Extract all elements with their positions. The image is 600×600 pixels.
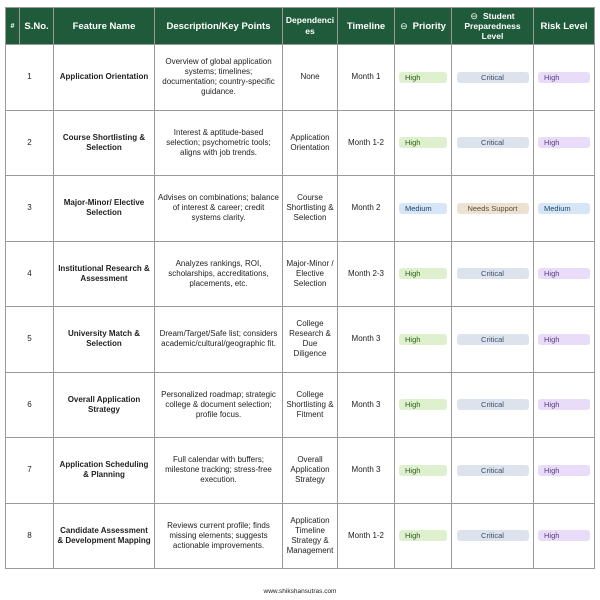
dependencies: Course Shortlisting & Selection: [283, 176, 338, 242]
feature-name: Overall Application Strategy: [54, 372, 155, 438]
risk-cell: [534, 110, 595, 176]
readiness-badge: Critical: [457, 137, 529, 148]
header-feature-name: Feature Name: [54, 8, 155, 45]
header-description: Description/Key Points: [155, 8, 283, 45]
header-dependencies: [283, 8, 338, 45]
dependencies: College Shortlisting & Fitment: [283, 372, 338, 438]
risk-cell: [534, 176, 595, 242]
header-priority-text: Priority: [412, 20, 446, 32]
risk-badge: Medium: [538, 203, 590, 214]
table-body: [6, 45, 595, 569]
table-row: [6, 241, 595, 307]
priority-cell: [395, 438, 452, 504]
risk-badge: High: [538, 530, 590, 541]
row-number: 5: [6, 307, 54, 373]
risk-badge: High: [538, 72, 590, 83]
readiness-badge: Critical: [457, 72, 529, 83]
priority-badge: High: [399, 268, 447, 279]
row-number: 3: [6, 176, 54, 242]
dependencies: College Research & Due Diligence: [283, 307, 338, 373]
risk-cell: [534, 45, 595, 111]
priority-cell: [395, 241, 452, 307]
risk-cell: [534, 438, 595, 504]
footer-url: www.shikshansutras.com: [263, 588, 337, 595]
priority-badge: High: [399, 530, 447, 541]
readiness-badge: Critical: [457, 530, 529, 541]
header-sno: S.No.: [20, 8, 54, 45]
risk-badge: High: [538, 268, 590, 279]
table-row: [6, 503, 595, 569]
dependencies: Major-Minor / Elective Selection: [283, 241, 338, 307]
row-number: 6: [6, 372, 54, 438]
risk-badge: High: [538, 399, 590, 410]
risk-cell: [534, 372, 595, 438]
readiness-badge: Critical: [457, 334, 529, 345]
table-header: [6, 8, 595, 45]
priority-badge: High: [399, 137, 447, 148]
dependencies: Application Orientation: [283, 110, 338, 176]
header-readiness: [452, 8, 534, 45]
readiness-badge: Needs Support: [457, 203, 529, 214]
risk-badge: High: [538, 465, 590, 476]
description: Full calendar with buffers; milestone tracking; stress-free execution.: [155, 438, 283, 504]
risk-cell: [534, 241, 595, 307]
priority-badge: High: [399, 72, 447, 83]
timeline: Month 3: [338, 307, 395, 373]
priority-badge: High: [399, 465, 447, 476]
timeline: Month 2: [338, 176, 395, 242]
timeline: Month 1-2: [338, 110, 395, 176]
priority-icon: ⊖: [400, 20, 408, 31]
readiness-badge: Critical: [457, 399, 529, 410]
description: Analyzes rankings, ROI, scholarships, accreditations, placements, etc.: [155, 241, 283, 307]
priority-cell: [395, 176, 452, 242]
table-row: [6, 45, 595, 111]
priority-badge: High: [399, 334, 447, 345]
readiness-cell: [452, 372, 534, 438]
table-row: [6, 110, 595, 176]
table-row: [6, 307, 595, 373]
description: Dream/Target/Safe list; considers academic/cultural/geographic fit.: [155, 307, 283, 373]
dependencies: Overall Application Strategy: [283, 438, 338, 504]
feature-name: Major-Minor/ Elective Selection: [54, 176, 155, 242]
header-priority: [395, 8, 452, 45]
description: Reviews current profile; finds missing elements; suggests actionable improvements.: [155, 503, 283, 569]
timeline: Month 3: [338, 372, 395, 438]
table-row: [6, 372, 595, 438]
feature-table: [5, 7, 595, 569]
table-row: [6, 438, 595, 504]
table-row: [6, 176, 595, 242]
readiness-cell: [452, 307, 534, 373]
description: Interest & aptitude-based selection; psychometric tools; aligns with job trends.: [155, 110, 283, 176]
priority-cell: [395, 307, 452, 373]
feature-name: Institutional Research & Assessment: [54, 241, 155, 307]
description: Advises on combinations; balance of interest & career; credit systems clarity.: [155, 176, 283, 242]
priority-cell: [395, 110, 452, 176]
risk-badge: High: [538, 137, 590, 148]
priority-cell: [395, 503, 452, 569]
readiness-cell: [452, 110, 534, 176]
header-risk: Risk Level: [534, 8, 595, 45]
readiness-cell: [452, 176, 534, 242]
header-hash: #: [6, 8, 20, 45]
feature-name: Candidate Assessment & Development Mapping: [54, 503, 155, 569]
readiness-cell: [452, 241, 534, 307]
timeline: Month 3: [338, 438, 395, 504]
row-number: 7: [6, 438, 54, 504]
risk-badge: High: [538, 334, 590, 345]
readiness-badge: Critical: [457, 268, 529, 279]
row-number: 1: [6, 45, 54, 111]
readiness-cell: [452, 438, 534, 504]
dependencies: Application Timeline Strategy & Management: [283, 503, 338, 569]
readiness-cell: [452, 45, 534, 111]
timeline: Month 1: [338, 45, 395, 111]
header-readiness-text: Student Preparedness Level: [464, 11, 521, 41]
feature-name: Course Shortlisting & Selection: [54, 110, 155, 176]
feature-name: Application Scheduling & Planning: [54, 438, 155, 504]
header-timeline: Timeline: [338, 8, 395, 45]
timeline: Month 2-3: [338, 241, 395, 307]
feature-name: Application Orientation: [54, 45, 155, 111]
priority-cell: [395, 372, 452, 438]
dependencies: None: [283, 45, 338, 111]
feature-name: University Match & Selection: [54, 307, 155, 373]
description: Personalized roadmap; strategic college & document selection; profile focus.: [155, 372, 283, 438]
row-number: 2: [6, 110, 54, 176]
priority-badge: High: [399, 399, 447, 410]
priority-badge: Medium: [399, 203, 447, 214]
timeline: Month 1-2: [338, 503, 395, 569]
readiness-icon: ⊖: [470, 11, 478, 21]
risk-cell: [534, 503, 595, 569]
header-dependencies-text: Dependencies: [285, 15, 335, 36]
readiness-cell: [452, 503, 534, 569]
row-number: 8: [6, 503, 54, 569]
priority-cell: [395, 45, 452, 111]
description: Overview of global application systems; timelines; documentation; country-specific guidance.: [155, 45, 283, 111]
risk-cell: [534, 307, 595, 373]
readiness-badge: Critical: [457, 465, 529, 476]
row-number: 4: [6, 241, 54, 307]
